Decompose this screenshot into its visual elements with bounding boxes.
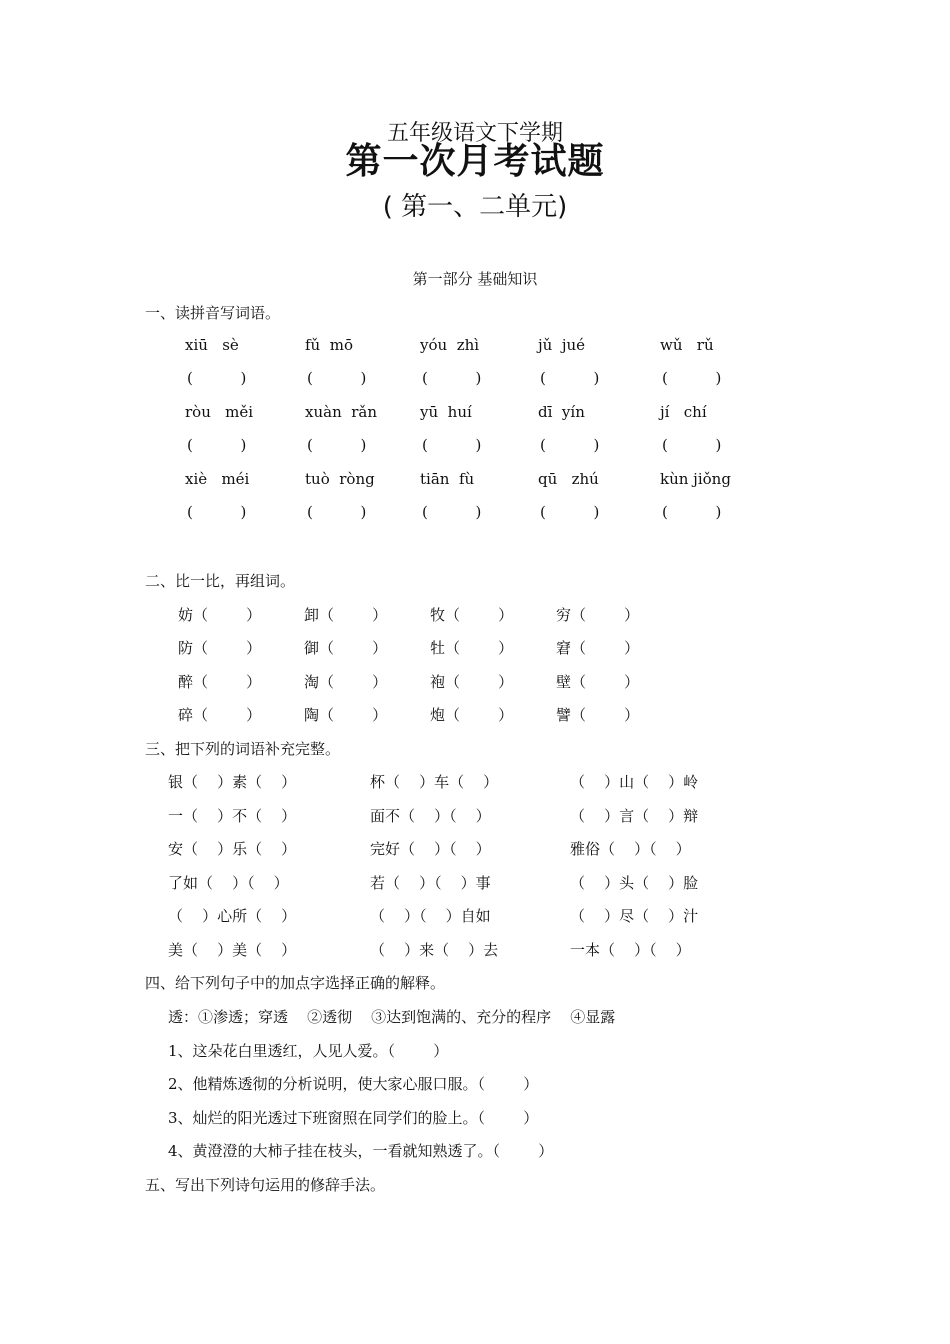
compare-item: 妨（ ）: [178, 606, 262, 624]
idiom-item: 安（ ）乐（ ）: [168, 840, 297, 858]
answer-blank: ( ): [307, 436, 367, 454]
compare-item: 淘（ ）: [304, 673, 388, 691]
part-heading: 第一部分 基础知识: [412, 270, 538, 288]
answer-blank: ( ): [422, 369, 482, 387]
q4-options: 透：①渗透；穿透 ②透彻 ③达到饱满的、充分的程序 ④显露: [168, 1008, 616, 1026]
pinyin-item: xiè méi: [185, 470, 250, 488]
answer-blank: ( ): [662, 503, 722, 521]
q3-heading: 三、把下列的词语补充完整。: [145, 740, 341, 758]
sentence-item: 2、他精炼透彻的分析说明，使大家心服口服。（ ）: [168, 1075, 539, 1093]
idiom-item: 完好（ ）（ ）: [370, 840, 491, 858]
q2-heading: 二、比一比，再组词。: [145, 572, 296, 590]
pinyin-item: dī yín: [538, 403, 585, 421]
exam-scope: ( 第一、二单元): [382, 192, 568, 222]
pinyin-item: jí chí: [660, 403, 707, 421]
compare-item: 譬（ ）: [556, 706, 640, 724]
pinyin-item: ròu měi: [185, 403, 254, 421]
compare-item: 醉（ ）: [178, 673, 262, 691]
idiom-item: 银（ ）素（ ）: [168, 773, 297, 791]
pinyin-item: yū huí: [420, 403, 472, 421]
answer-blank: ( ): [422, 503, 482, 521]
compare-item: 壁（ ）: [556, 673, 640, 691]
compare-item: 御（ ）: [304, 639, 388, 657]
idiom-item: 杯（ ）车（ ）: [370, 773, 499, 791]
idiom-item: 雅俗（ ）（ ）: [570, 840, 691, 858]
compare-item: 窘（ ）: [556, 639, 640, 657]
compare-item: 牧（ ）: [430, 606, 514, 624]
answer-blank: ( ): [307, 369, 367, 387]
idiom-item: 了如（ ）（ ）: [168, 874, 289, 892]
answer-blank: ( ): [662, 369, 722, 387]
exam-title: 第一次月考试题: [345, 141, 605, 182]
q4-heading: 四、给下列句子中的加点字选择正确的解释。: [145, 974, 446, 992]
pinyin-item: kùn jiǒng: [660, 470, 731, 488]
idiom-item: （ ）来（ ）去: [370, 941, 499, 959]
idiom-item: 若（ ）（ ）事: [370, 874, 491, 892]
answer-blank: ( ): [307, 503, 367, 521]
q1-heading: 一、读拼音写词语。: [145, 304, 281, 322]
answer-blank: ( ): [540, 503, 600, 521]
answer-blank: ( ): [662, 436, 722, 454]
pinyin-item: xuàn rǎn: [305, 403, 378, 421]
idiom-item: 一（ ）不（ ）: [168, 807, 297, 825]
sentence-item: 1、这朵花白里透红，人见人爱。（ ）: [168, 1042, 449, 1060]
compare-item: 炮（ ）: [430, 706, 514, 724]
compare-item: 碎（ ）: [178, 706, 262, 724]
pinyin-item: fǔ mō: [305, 336, 354, 354]
idiom-item: （ ）言（ ）辩: [570, 807, 699, 825]
answer-blank: ( ): [540, 369, 600, 387]
pinyin-item: qū zhú: [538, 470, 599, 488]
sentence-item: 4、黄澄澄的大柿子挂在枝头，一看就知熟透了。（ ）: [168, 1142, 554, 1160]
exam-subtitle: 五年级语文下学期: [386, 121, 563, 146]
idiom-item: 美（ ）美（ ）: [168, 941, 297, 959]
compare-item: 防（ ）: [178, 639, 262, 657]
idiom-item: 一本（ ）（ ）: [570, 941, 691, 959]
answer-blank: ( ): [422, 436, 482, 454]
answer-blank: ( ): [187, 503, 247, 521]
pinyin-item: tuò ròng: [305, 470, 375, 488]
q5-heading: 五、写出下列诗句运用的修辞手法。: [145, 1176, 386, 1194]
idiom-item: （ ）山（ ）岭: [570, 773, 699, 791]
pinyin-item: jǔ jué: [538, 336, 586, 354]
answer-blank: ( ): [540, 436, 600, 454]
idiom-item: （ ）（ ）自如: [370, 907, 491, 925]
compare-item: 陶（ ）: [304, 706, 388, 724]
answer-blank: ( ): [187, 369, 247, 387]
idiom-item: （ ）头（ ）脸: [570, 874, 699, 892]
sentence-item: 3、灿烂的阳光透过下班窗照在同学们的脸上。（ ）: [168, 1109, 539, 1127]
pinyin-item: tiān fù: [420, 470, 475, 488]
idiom-item: （ ）心所（ ）: [168, 907, 297, 925]
idiom-item: 面不（ ）（ ）: [370, 807, 491, 825]
answer-blank: ( ): [187, 436, 247, 454]
idiom-item: （ ）尽（ ）汁: [570, 907, 699, 925]
pinyin-item: yóu zhì: [420, 336, 480, 354]
compare-item: 牡（ ）: [430, 639, 514, 657]
pinyin-item: xiū sè: [185, 336, 239, 354]
compare-item: 袍（ ）: [430, 673, 514, 691]
compare-item: 卸（ ）: [304, 606, 388, 624]
compare-item: 穷（ ）: [556, 606, 640, 624]
pinyin-item: wǔ rǔ: [660, 336, 714, 354]
